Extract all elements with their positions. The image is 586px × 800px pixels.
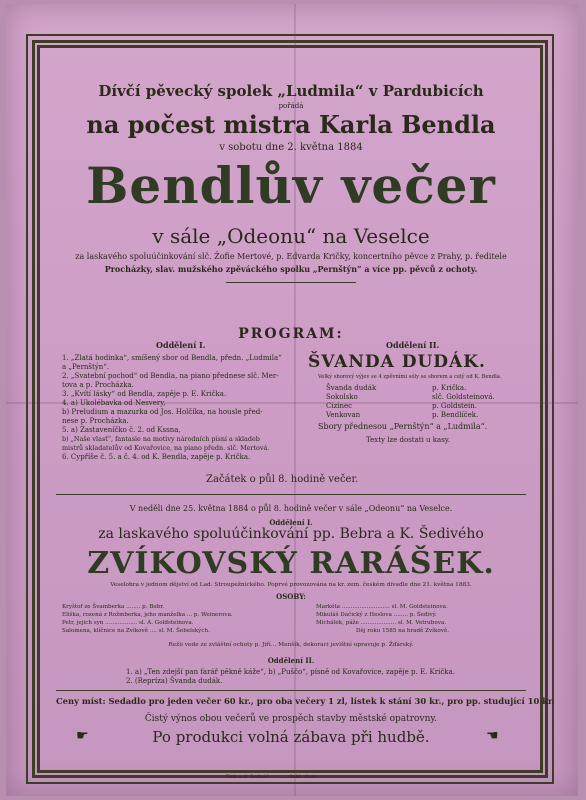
program-item: 5. a) Zastaveníčko č. 2. od Kssna, [62,426,181,434]
section-divider [56,494,526,495]
program-item: mistrů skladatelův od Kovařovice, na piano předn. slč. Mertová. [62,444,270,452]
poster-sheet [6,4,578,796]
opera-subtitle: Velký sborový výjev se 4 zpěvními sóly se sborem a celý od K. Bendla. [318,374,502,380]
person-right: Michálek, páže .................... sl. M. Vetrubova. [316,620,447,626]
person-left: Eliška, rozená z Rožmberka, jeho manželka ... p. Weinerova. [62,612,233,618]
person-left: Salomena, klíčnice na Zvíkově .... sl. M. Šebelských. [62,628,210,634]
organizes-word: pořádá [278,102,304,110]
part2-heading: Oddělení II. [386,340,440,350]
main-title: Bendlův večer [86,156,496,215]
society-line: Dívčí pěvecký spolek „Ludmila“ v Pardubicích [98,82,484,100]
ticket-prices: Ceny míst: Sedadlo pro jeden večer 60 kr., pro oba večery 1 zl, lístek k stání 30 kr., pro pp. studující 10 kr. [56,696,555,706]
program-item: tova a p. Procházka. [62,381,134,389]
program-item: 2. „Svatební pochod“ od Bendla, na piano přednese slč. Mer- [62,372,279,380]
person-left: Kryštof ze Švamberka ........ p. Bebr. [62,604,165,610]
program-item: a „Pernštýn“. [62,363,110,371]
director-note: Režii vede ze zvláštní ochoty p. Jiří... Menšík, dekoraci jevištní upravuje p. Žďárský. [168,642,414,648]
closing-line: Po produkci volná zábava při hudbě. [152,728,430,746]
pointing-hand-right-icon: ☛ [76,728,89,744]
collaboration-line-2: Procházky, slav. mužského zpěváckého spolku „Pernštýn“ a více pp. pěvců z ochoty. [104,264,478,274]
honor-line: na počest mistra Karla Bendla [86,110,496,139]
part2-item: 1. a) „Ten zdejší pan farář pěkně káže“, b) „Puščo“, písně od Kovařovice, zapěje p. E. Krička. [126,668,455,676]
chorus-note: Sbory přednesou „Pernštýn“ a „Ludmila“. [318,422,488,431]
proceeds-note: Čistý výnos obou večerů ve prospěch stavby městské opatrovny. [144,714,438,724]
person-right: Mikuláš Dačický z Heslova ........ p. Šedivý. [316,612,437,618]
part2-item: 2. (Repríza) Švanda dudák. [126,677,223,685]
cast-role: Cizinec [326,402,353,410]
cast-actor: p. Goldstein. [432,402,477,410]
part1-heading: Oddělení I. [156,340,206,350]
program-item: b) „Naše vlasť“, fantasie na motivy národních písní a skladeb [62,435,260,443]
program-item: 1. „Zlatá hodinka“, smíšený sbor od Bendla, předn. „Ludmila“ [62,354,282,362]
second-evening-intro: V neděli dne 25. května 1884 o půl 8. hodině večer v sále „Odeonu“ na Veselce. [129,504,453,513]
cast-role: Švanda dudák [326,384,377,392]
cast-actor: slč. Goldsteinová. [432,393,495,401]
cast-actor: p. Bendlíček. [432,411,479,419]
person-right: Markéta ........................... sl. M. Goldsteinova. [316,604,448,610]
program-item: nese p. Procházka. [62,417,129,425]
comedy-description: Veselohra v jednom dějství od Lad. Stroupežnického. Poprvé provozována na kr. zem. českém divadle dne 21. května 1883. [110,582,472,588]
footer-divider [56,690,526,691]
program-item: b) Preludium a mazurka od Jos. Holčíka, na housle před- [62,408,263,416]
program-item: 6. Cypříše č. 5. a č. 4. od K. Bendla, zapěje p. Krička. [62,453,251,461]
event-date: v sobotu dne 2. května 1884 [219,142,363,153]
persons-heading: OSOBY: [276,592,306,601]
cast-actor: p. Krička. [432,384,467,392]
collaboration-line-1: za laskavého spoluúčinkování slč. Žofie Mertové, p. Edvarda Kričky, koncertního pěvce z Prahy, p. ředitele [75,252,507,261]
program-heading: PROGRAM: [238,326,344,342]
cast-role: Sokolsko [326,393,358,401]
second-part1-heading: Oddělení I. [269,518,313,527]
opera-title: ŠVANDA DUDÁK. [308,352,486,372]
start-time: Začátek o půl 8. hodině večer. [206,474,359,485]
second-part2-heading: Oddělení II. [267,656,315,665]
person-left: Petr, jejich syn .................. sl. A. Goldsteinova. [62,620,194,626]
program-item: 3. „Kvítí lásky“ od Bendla, zapěje p. E. Krička. [62,390,227,398]
person-right: Děj roku 1585 na hradě Zvíkově. [356,628,449,634]
venue-line: v sále „Odeonu“ na Veselce [152,224,430,248]
poster-content [56,64,555,754]
pointing-hand-left-icon: ☚ [486,728,499,744]
ornament-rule [226,282,356,283]
program-item: 4. a) Ukolébavka od Nesvery, [62,399,166,407]
cast-role: Venkovan [326,411,361,419]
comedy-title: ZVÍKOVSKÝ RARÁŠEK. [87,546,495,581]
printer-imprint: Tisk a sl. Bednář ... ....... Sakl. vlast. [226,774,317,780]
libretto-note: Texty lze dostati u kasy. [366,436,451,444]
second-collaboration: za laskavého spoluúčinkování pp. Bebra a K. Šedivého [98,526,484,542]
